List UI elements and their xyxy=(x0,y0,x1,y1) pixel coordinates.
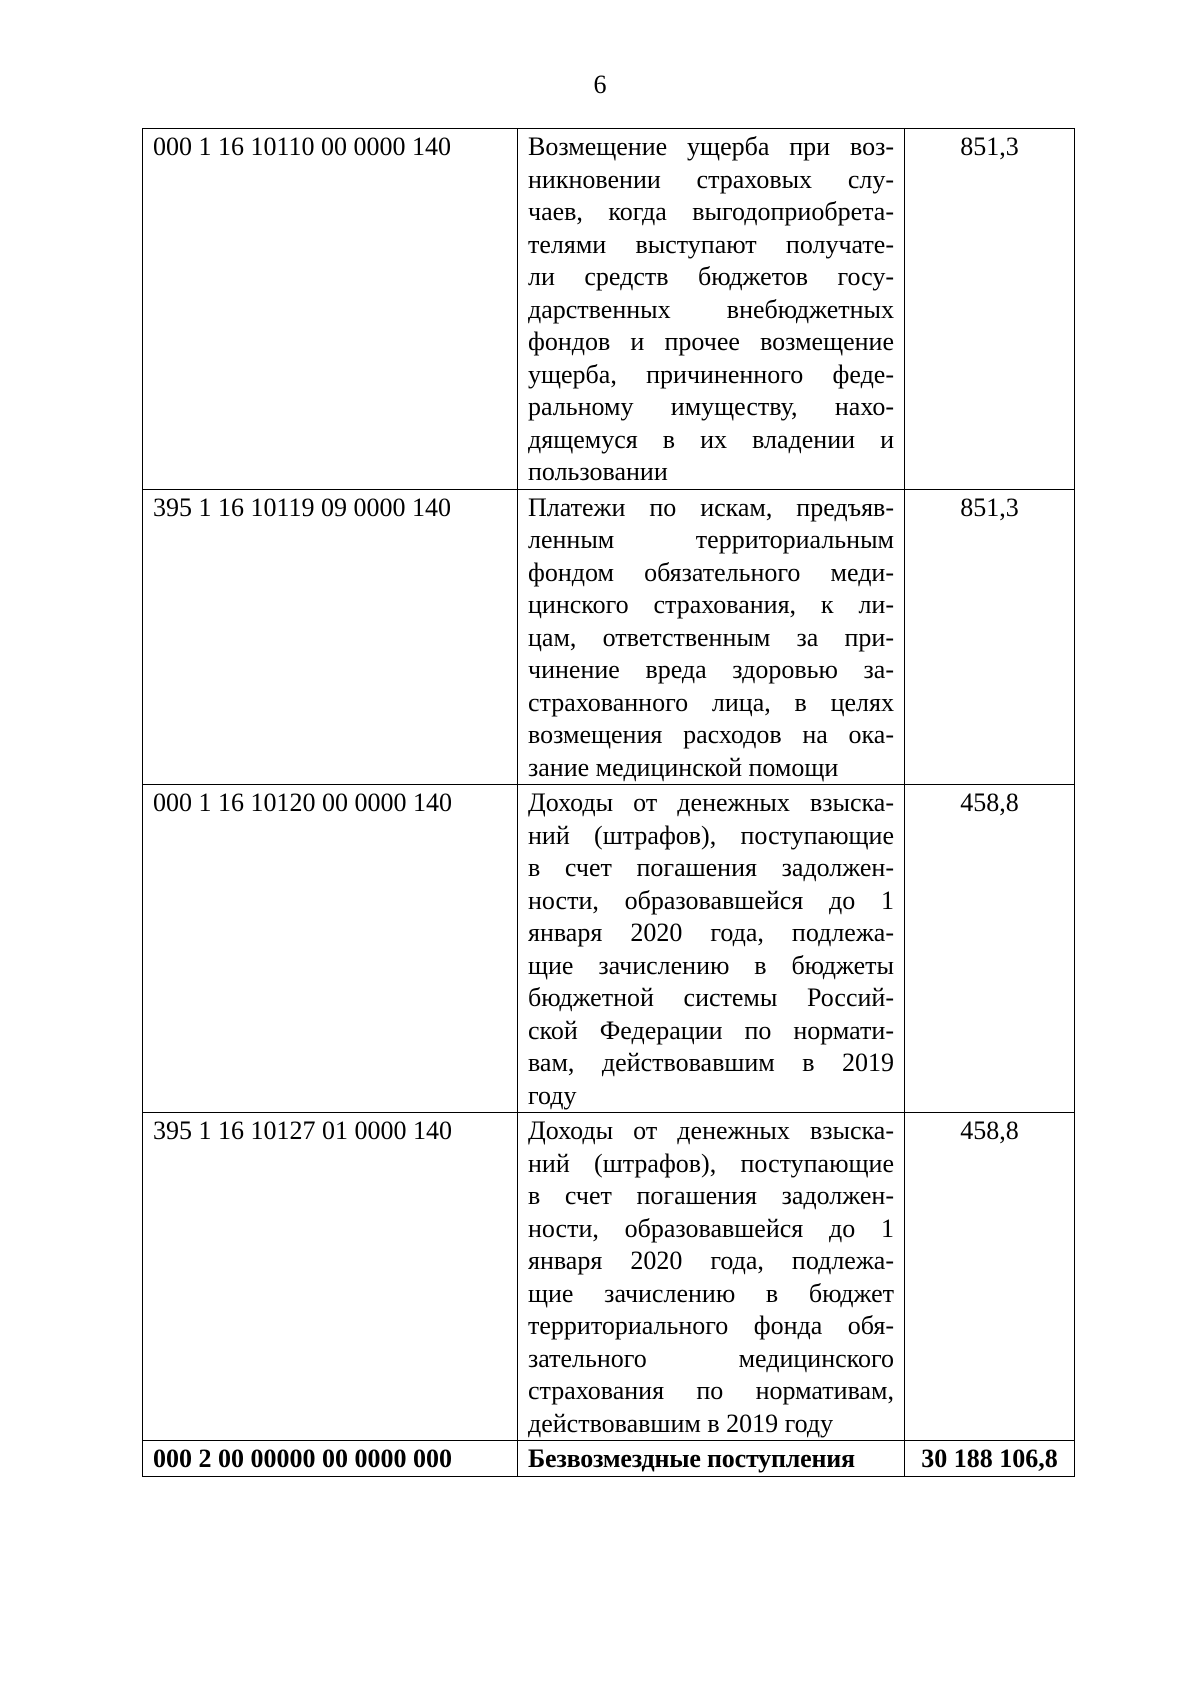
revenue-name-line: действовавшим в 2019 году xyxy=(528,1408,834,1438)
revenue-name-line: никновении страховых слу- xyxy=(528,164,894,194)
table-row xyxy=(143,489,1075,785)
revenue-name-line: страхованного лица, в целях xyxy=(528,687,894,717)
revenue-name-line: ской Федерации по нормати- xyxy=(528,1015,894,1045)
amount-cell: 458,8 xyxy=(905,1113,1075,1441)
revenue-name-line: году xyxy=(528,1080,577,1110)
revenue-name-cell xyxy=(518,129,905,490)
table-row xyxy=(143,785,1075,1113)
revenue-name-line: зание медицинской помощи xyxy=(528,752,839,782)
revenue-name-cell xyxy=(518,489,905,785)
total-code-cell: 000 2 00 00000 00 0000 000 xyxy=(143,1441,518,1477)
revenue-name-line: в счет погашения задолжен- xyxy=(528,853,894,882)
revenue-name-line: Доходы от денежных взыска- xyxy=(528,1116,894,1145)
revenue-name-line: зательного медицинского xyxy=(528,1343,894,1373)
total-row xyxy=(143,1441,1075,1477)
revenue-name-line: в счет погашения задолжен- xyxy=(528,1181,894,1210)
revenue-name-line: территориального фонда обя- xyxy=(528,1311,894,1340)
revenue-name-line: ральному имуществу, нахо- xyxy=(528,392,894,421)
table-row xyxy=(143,1113,1075,1441)
revenue-name-line: фондов и прочее возмещение xyxy=(528,327,894,356)
revenue-name-line: возмещения расходов на ока- xyxy=(528,720,894,749)
revenue-name-line: страхования по нормативам, xyxy=(528,1376,894,1405)
revenue-name-line: ний (штрафов), поступающие xyxy=(528,1148,894,1178)
table-body xyxy=(143,129,1075,1477)
revenue-name-line: цинского страхования, к ли- xyxy=(528,590,894,619)
revenue-name-cell xyxy=(518,1113,905,1441)
revenue-name-line: бюджетной системы Россий- xyxy=(528,983,894,1012)
revenue-name-line: ущерба, причиненного феде- xyxy=(528,359,894,389)
revenue-name-line: ности, образовавшейся до 1 xyxy=(528,885,894,915)
budget-code-cell: 000 1 16 10110 00 0000 140 xyxy=(143,129,518,490)
page-number: 6 xyxy=(593,70,607,99)
amount-cell: 458,8 xyxy=(905,785,1075,1113)
total-name-cell: Безвозмездные поступления xyxy=(518,1441,905,1477)
revenue-name-line: пользовании xyxy=(528,457,668,486)
revenue-name-line: января 2020 года, подлежа- xyxy=(528,918,894,947)
revenue-name-line: чинение вреда здоровью за- xyxy=(528,655,894,684)
amount-cell: 851,3 xyxy=(905,489,1075,785)
revenue-name-line: чаев, когда выгодоприобрета- xyxy=(528,197,894,226)
revenue-name-line: щие зачислению в бюджет xyxy=(528,1278,894,1308)
revenue-name-line: цам, ответственным за при- xyxy=(528,622,894,652)
revenue-name-line: ности, образовавшейся до 1 xyxy=(528,1213,894,1243)
table-row xyxy=(143,129,1075,490)
budget-code-cell: 395 1 16 10119 09 0000 140 xyxy=(143,489,518,785)
revenue-name-line: ний (штрафов), поступающие xyxy=(528,820,894,850)
revenue-name-line: Доходы от денежных взыска- xyxy=(528,788,894,817)
revenue-name-line: дарственных внебюджетных xyxy=(528,294,894,324)
budget-code-cell: 395 1 16 10127 01 0000 140 xyxy=(143,1113,518,1441)
revenue-name-line: дящемуся в их владении и xyxy=(528,424,894,454)
revenue-name-line: ленным территориальным xyxy=(528,525,894,554)
budget-code-cell: 000 1 16 10120 00 0000 140 xyxy=(143,785,518,1113)
revenue-name-line: телями выступают получате- xyxy=(528,229,894,259)
revenue-name-line: Возмещение ущерба при воз- xyxy=(528,132,894,161)
revenue-name-line: вам, действовавшим в 2019 xyxy=(528,1048,894,1077)
revenue-name-line: щие зачислению в бюджеты xyxy=(528,950,894,980)
amount-cell: 851,3 xyxy=(905,129,1075,490)
total-amount-cell: 30 188 106,8 xyxy=(905,1441,1075,1477)
revenue-name-line: ли средств бюджетов госу- xyxy=(528,262,894,291)
revenue-name-line: фондом обязательного меди- xyxy=(528,557,894,587)
budget-revenue-table xyxy=(142,128,1075,1477)
revenue-name-line: Платежи по искам, предъяв- xyxy=(528,492,894,522)
revenue-name-cell xyxy=(518,785,905,1113)
revenue-name-line: января 2020 года, подлежа- xyxy=(528,1246,894,1275)
